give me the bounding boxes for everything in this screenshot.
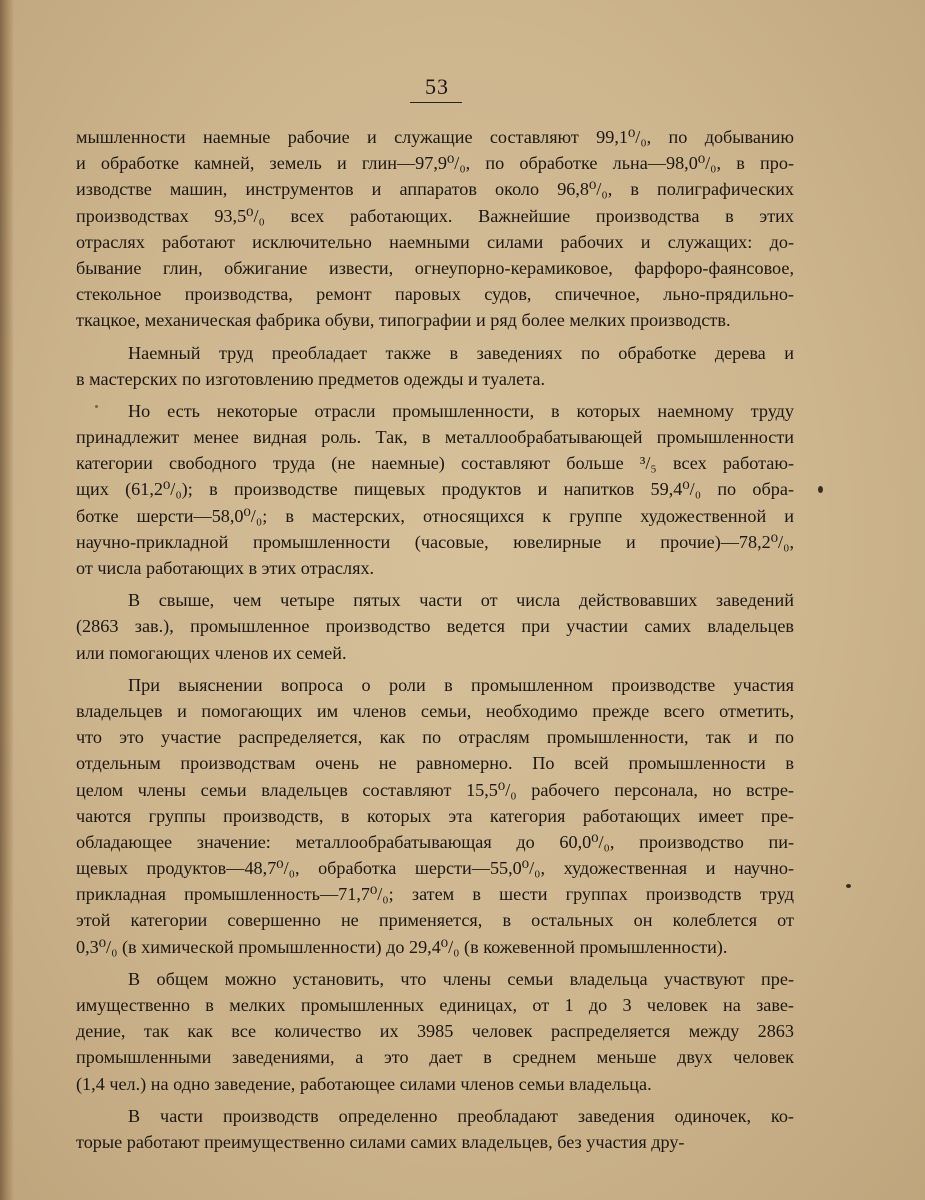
text-line: (2863 зав.), промышленное производство ведется при участии самих владельцев xyxy=(76,616,794,637)
text-line: целом члены семьи владельцев составляют 15,5⁰/₀ рабочего персонала, но встре- xyxy=(76,779,794,800)
paragraph xyxy=(76,124,794,334)
text-line: отраслях работают исключительно наемными силами рабочих и служащих: до- xyxy=(76,231,794,252)
paragraph xyxy=(76,1103,794,1155)
text-line: ботке шерсти—58,0⁰/₀; в мастерских, относящихся к группе художественной и xyxy=(76,505,794,526)
text-line: обладающее значение: металлообрабатывающая до 60,0⁰/₀, производство пи- xyxy=(76,831,794,852)
ink-speck xyxy=(818,486,823,493)
text-line: принадлежит менее видная роль. Так, в металлообрабатывающей промышленности xyxy=(76,427,794,448)
text-line: чаются группы производств, в которых эта категория работающих имеет пре- xyxy=(76,805,794,826)
text-line: 0,3⁰/₀ (в химической промышленности) до 29,4⁰/₀ (в кожевенной промышленности). xyxy=(76,936,728,957)
text-line: прикладная промышленность—71,7⁰/₀; затем в шести группах производств труд xyxy=(76,884,794,905)
paragraph xyxy=(76,587,794,666)
text-line: стекольное производства, ремонт паровых судов, спичечное, льно-прядильно- xyxy=(76,284,794,305)
text-line: категории свободного труда (не наемные) составляют больше ³/₅ всех работаю- xyxy=(76,453,794,474)
text-line: промышленными заведениями, а это дает в среднем меньше двух человек xyxy=(76,1047,794,1068)
text-line: В свыше, чем четыре пятых части от числа действовавших заведений xyxy=(128,590,794,611)
page-number: 53 xyxy=(425,74,449,99)
paragraph xyxy=(76,340,794,392)
text-line: бывание глин, обжигание извести, огнеупорно-керамиковое, фарфоро-фаянсовое, xyxy=(76,257,794,278)
text-line: в мастерских по изготовлению предметов одежды и туалета. xyxy=(76,368,546,389)
paragraph xyxy=(76,966,794,1097)
text-line: изводстве машин, инструментов и аппаратов около 96,8⁰/₀, в полиграфических xyxy=(76,179,794,200)
text-line: от числа работающих в этих отраслях. xyxy=(76,558,375,578)
text-line: ткацкое, механическая фабрика обуви, типографии и ряд более мелких производств. xyxy=(76,310,731,331)
text-line: что это участие распределяется, как по отраслям промышленности, так и по xyxy=(76,727,794,748)
text-line: отдельным производствам очень не равномерно. По всей промышленности в xyxy=(76,753,794,774)
ink-speck xyxy=(95,405,98,408)
text-line: В общем можно установить, что члены семьи владельца участвуют пре- xyxy=(128,968,794,989)
text-line: щевых продуктов—48,7⁰/₀, обработка шерсти—55,0⁰/₀, художественная и научно- xyxy=(76,858,794,879)
text-line: производствах 93,5⁰/₀ всех работающих. Важнейшие производства в этих xyxy=(76,205,794,226)
text-line: научно-прикладной промышленности (часовые, ювелирные и прочие)—78,2⁰/₀, xyxy=(76,531,794,552)
text-line: щих (61,2⁰/₀); в производстве пищевых продуктов и напитков 59,4⁰/₀ по обра- xyxy=(76,479,794,500)
paragraph xyxy=(76,672,794,960)
ink-speck xyxy=(846,884,851,888)
paragraph xyxy=(76,398,794,581)
text-line: При выяснении вопроса о роли в промышленном производстве участия xyxy=(128,674,794,695)
text-line: имущественно в мелких промышленных единицах, от 1 до 3 человек на заве- xyxy=(76,995,794,1015)
text-line: или помогающих членов их семей. xyxy=(76,642,347,663)
text-line: торые работают преимущественно силами самих владельцев, без участия дру- xyxy=(76,1131,685,1152)
text-line: мышленности наемные рабочие и служащие составляют 99,1⁰/₀, по добыванию xyxy=(76,127,794,147)
page-binding-edge xyxy=(0,0,14,1200)
text-line: Наемный труд преобладает также в заведениях по обработке дерева и xyxy=(128,342,794,363)
body-text xyxy=(76,124,794,1155)
text-line: владельцев и помогающих им членов семьи, необходимо прежде всего отметить, xyxy=(76,700,794,721)
text-line: (1,4 чел.) на одно заведение, работающее силами членов семьи владельца. xyxy=(76,1073,652,1094)
text-line: дение, так как все количество их 3985 человек распределяется между 2863 xyxy=(76,1021,794,1042)
text-line: и обработке камней, земель и глин—97,9⁰/₀, по обработке льна—98,0⁰/₀, в про- xyxy=(76,153,794,174)
text-line: В части производств определенно преобладают заведения одиночек, ко- xyxy=(128,1105,794,1126)
page-number-underline xyxy=(410,102,462,103)
text-line: этой категории совершенно не применяется, в остальных он колеблется от xyxy=(76,910,794,931)
text-line: Но есть некоторые отрасли промышленности, в которых наемному труду xyxy=(128,400,794,421)
